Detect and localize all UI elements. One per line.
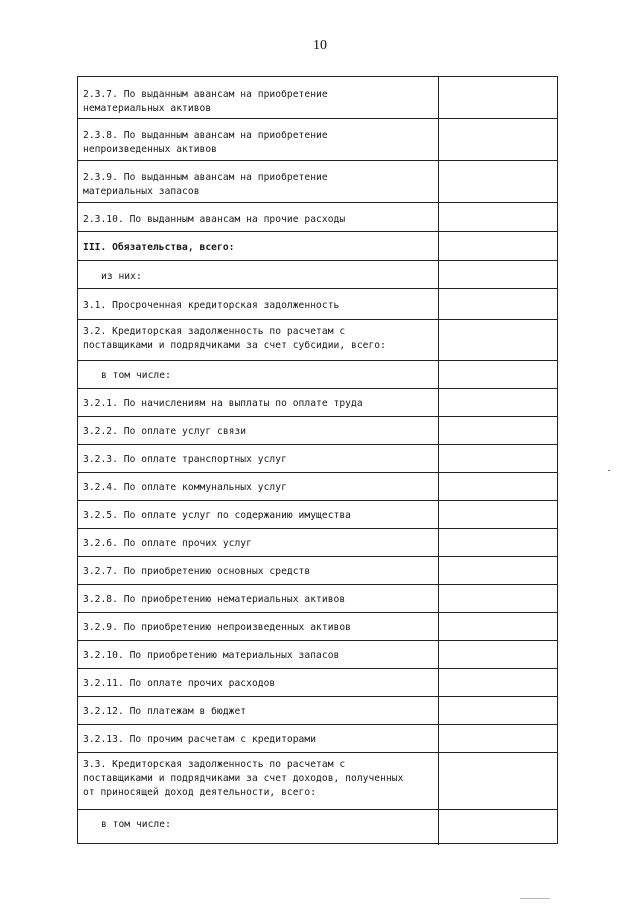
row-label: 3.2.6. По оплате прочих услуг xyxy=(83,538,252,549)
value-cell xyxy=(439,361,557,389)
label-cell xyxy=(78,77,439,119)
row-label: 3.2.2. По оплате услуг связи xyxy=(83,426,247,437)
table-row xyxy=(78,668,557,697)
value-cell xyxy=(439,161,557,203)
label-cell xyxy=(78,361,439,389)
table-row xyxy=(78,584,557,613)
table-row xyxy=(78,472,557,501)
table-row xyxy=(78,444,557,473)
row-label: 3.2.12. По платежам в бюджет xyxy=(83,706,247,717)
value-cell xyxy=(439,417,557,445)
table-row xyxy=(78,202,557,232)
row-label: 2.3.9. По выданным авансам на приобретение материальных запасов xyxy=(83,172,328,197)
label-cell xyxy=(78,697,439,725)
value-cell xyxy=(439,613,557,641)
value-cell xyxy=(439,810,557,845)
table-row xyxy=(78,416,557,445)
value-cell xyxy=(439,501,557,529)
report-table xyxy=(77,76,558,844)
row-label: 3.2.5. По оплате услуг по содержанию имущества xyxy=(83,510,351,521)
row-label: из них: xyxy=(101,271,142,282)
label-cell xyxy=(78,810,439,845)
row-label: 3.2.10. По приобретению материальных запасов xyxy=(83,650,340,661)
table-row xyxy=(78,360,557,389)
table-row xyxy=(78,724,557,753)
row-label: 2.3.10. По выданным авансам на прочие расходы xyxy=(83,214,346,225)
value-cell xyxy=(439,697,557,725)
value-cell xyxy=(439,557,557,585)
row-label: 2.3.8. По выданным авансам на приобретение непроизведенных активов xyxy=(83,130,328,155)
table-row xyxy=(78,260,557,289)
label-cell xyxy=(78,557,439,585)
label-cell xyxy=(78,529,439,557)
scan-speck xyxy=(520,898,550,899)
value-cell xyxy=(439,725,557,753)
table-row xyxy=(78,500,557,529)
value-cell xyxy=(439,445,557,473)
table-row xyxy=(78,528,557,557)
value-cell xyxy=(439,77,557,119)
label-cell xyxy=(78,501,439,529)
value-cell xyxy=(439,232,557,261)
label-cell xyxy=(78,753,439,810)
label-cell xyxy=(78,725,439,753)
table-row xyxy=(78,556,557,585)
row-label: 3.1. Просроченная кредиторская задолженность xyxy=(83,300,340,311)
label-cell xyxy=(78,613,439,641)
value-cell xyxy=(439,473,557,501)
table-row xyxy=(78,696,557,725)
label-cell xyxy=(78,261,439,289)
value-cell xyxy=(439,641,557,669)
value-cell xyxy=(439,119,557,161)
table-row xyxy=(78,388,557,417)
table-row xyxy=(78,76,557,119)
table-row xyxy=(78,612,557,641)
row-label: 3.2.7. По приобретению основных средств xyxy=(83,566,311,577)
label-cell xyxy=(78,669,439,697)
row-label: 3.2.9. По приобретению непроизведенных активов xyxy=(83,622,351,633)
row-label: 3.2.1. По начислениям на выплаты по оплате труда xyxy=(83,398,363,409)
row-label: 3.2.4. По оплате коммунальных услуг xyxy=(83,482,287,493)
value-cell xyxy=(439,585,557,613)
label-cell xyxy=(78,445,439,473)
row-label: 3.2.11. По оплате прочих расходов xyxy=(83,678,276,689)
value-cell xyxy=(439,261,557,289)
row-label: в том числе: xyxy=(101,370,171,381)
value-cell xyxy=(439,669,557,697)
label-cell xyxy=(78,232,439,261)
table-row xyxy=(78,319,557,361)
row-label: 3.2. Кредиторская задолженность по расчетам с поставщиками и подрядчиками за счет субсидии, всего: xyxy=(83,326,386,351)
table-row xyxy=(78,809,557,845)
row-label: 2.3.7. По выданным авансам на приобретение нематериальных активов xyxy=(83,89,328,114)
section-heading: III. Обязательства, всего: xyxy=(83,242,235,253)
label-cell xyxy=(78,119,439,161)
label-cell xyxy=(78,389,439,417)
value-cell xyxy=(439,289,557,320)
value-cell xyxy=(439,389,557,417)
label-cell xyxy=(78,585,439,613)
label-cell xyxy=(78,641,439,669)
label-cell xyxy=(78,417,439,445)
table-bottom-border xyxy=(77,843,557,844)
value-cell xyxy=(439,320,557,361)
table-row xyxy=(78,288,557,320)
page-number: 10 xyxy=(313,38,327,53)
table-row xyxy=(78,752,557,810)
table-row xyxy=(78,160,557,203)
value-cell xyxy=(439,529,557,557)
row-label: 3.2.13. По прочим расчетам с кредиторами xyxy=(83,734,317,745)
label-cell xyxy=(78,161,439,203)
table-row xyxy=(78,640,557,669)
label-cell xyxy=(78,289,439,320)
scan-speck xyxy=(608,470,610,471)
row-label: 3.2.8. По приобретению нематериальных активов xyxy=(83,594,346,605)
label-cell xyxy=(78,320,439,361)
row-label: 3.3. Кредиторская задолженность по расчетам с поставщиками и подрядчиками за счет доходов, полученных от приносящей доход деятельности, всего: xyxy=(83,759,404,798)
label-cell xyxy=(78,203,439,232)
value-cell xyxy=(439,203,557,232)
row-label: 3.2.3. По оплате транспортных услуг xyxy=(83,454,287,465)
table-row xyxy=(78,231,557,261)
label-cell xyxy=(78,473,439,501)
value-cell xyxy=(439,753,557,810)
row-label: в том числе: xyxy=(101,819,171,830)
table-row xyxy=(78,118,557,161)
